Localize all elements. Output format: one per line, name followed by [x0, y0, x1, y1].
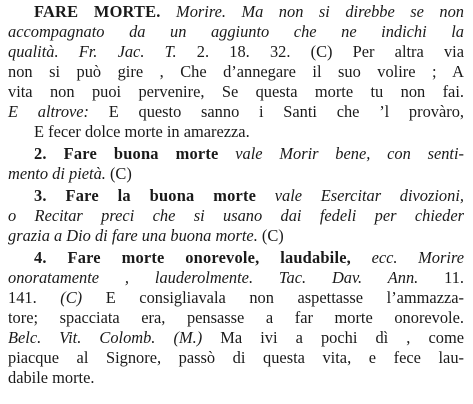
- text-segment: piacque al Signore, passò di questa vita, e fece lau-: [8, 348, 464, 367]
- text-line: [8, 308, 464, 328]
- text-line: [8, 164, 132, 184]
- text-segment: FARE MORTE.: [34, 2, 161, 21]
- text-segment: [161, 2, 177, 21]
- text-line: [8, 102, 464, 122]
- text-line: [8, 22, 464, 42]
- text-segment: mento di pietà.: [8, 164, 106, 183]
- text-segment: 11.: [418, 268, 465, 287]
- text-segment: vita non puoi pervenire, Se questa morte tu non fai.: [8, 82, 464, 101]
- text-segment: [256, 186, 275, 205]
- text-line: [8, 62, 464, 82]
- text-segment: qualità. Fr. Jac. T.: [8, 42, 177, 61]
- text-line: [8, 226, 284, 246]
- text-line: [8, 268, 464, 288]
- text-segment: E questo sanno i Santi che ’l provàro,: [89, 102, 465, 121]
- text-segment: E altrove:: [8, 102, 90, 121]
- text-segment: tore; spacciata era, pensasse a far morte onorevole.: [8, 308, 464, 327]
- text-segment: 2. Fare buona morte: [34, 144, 219, 163]
- text-line: [8, 348, 464, 368]
- text-segment: vale Morir bene, con senti-: [235, 144, 464, 163]
- text-segment: accompagnato da un aggiunto che ne indichi la: [8, 22, 464, 41]
- text-segment: Belc. Vit. Colomb. (M.): [8, 328, 203, 347]
- text-line: [8, 328, 464, 348]
- text-segment: (C): [257, 226, 284, 245]
- text-segment: ecc. Morire: [371, 248, 464, 267]
- text-line: [34, 2, 464, 22]
- text-line: [8, 42, 464, 62]
- text-segment: onoratamente , lauderolmente. Tac. Dav. Ann.: [8, 268, 419, 287]
- text-line: [8, 368, 94, 388]
- text-segment: Ma ivi a pochi dì , come: [202, 328, 464, 347]
- text-segment: E fecer dolce morte in amarezza.: [34, 122, 250, 141]
- text-line: [8, 82, 464, 102]
- text-segment: o Recitar preci che si usano dai fedeli per chieder: [8, 206, 464, 225]
- text-line: [34, 248, 464, 268]
- text-segment: 2. 18. 32. (C) Per altra via: [176, 42, 465, 61]
- text-segment: Morire. Ma non si direbbe se non: [176, 2, 465, 21]
- text-segment: (C): [105, 164, 132, 183]
- text-line: [34, 122, 250, 142]
- text-line: [34, 144, 464, 164]
- text-segment: vale Esercitar divozioni,: [274, 186, 464, 205]
- text-line: [34, 186, 464, 206]
- text-segment: 141.: [8, 288, 37, 307]
- text-segment: 4. Fare morte onorevole, laudabile,: [34, 248, 351, 267]
- text-segment: [351, 248, 372, 267]
- text-segment: (C): [36, 288, 83, 307]
- text-line: [8, 206, 464, 226]
- text-segment: E consigliavala non aspettasse l’ammazza-: [82, 288, 464, 307]
- text-line: [8, 288, 464, 308]
- text-segment: [219, 144, 236, 163]
- text-segment: non si può gire , Che d’annegare il suo volire ; A: [8, 62, 464, 81]
- text-segment: grazia a Dio di fare una buona morte.: [8, 226, 258, 245]
- text-segment: dabile morte.: [8, 368, 95, 387]
- text-segment: 3. Fare la buona morte: [34, 186, 257, 205]
